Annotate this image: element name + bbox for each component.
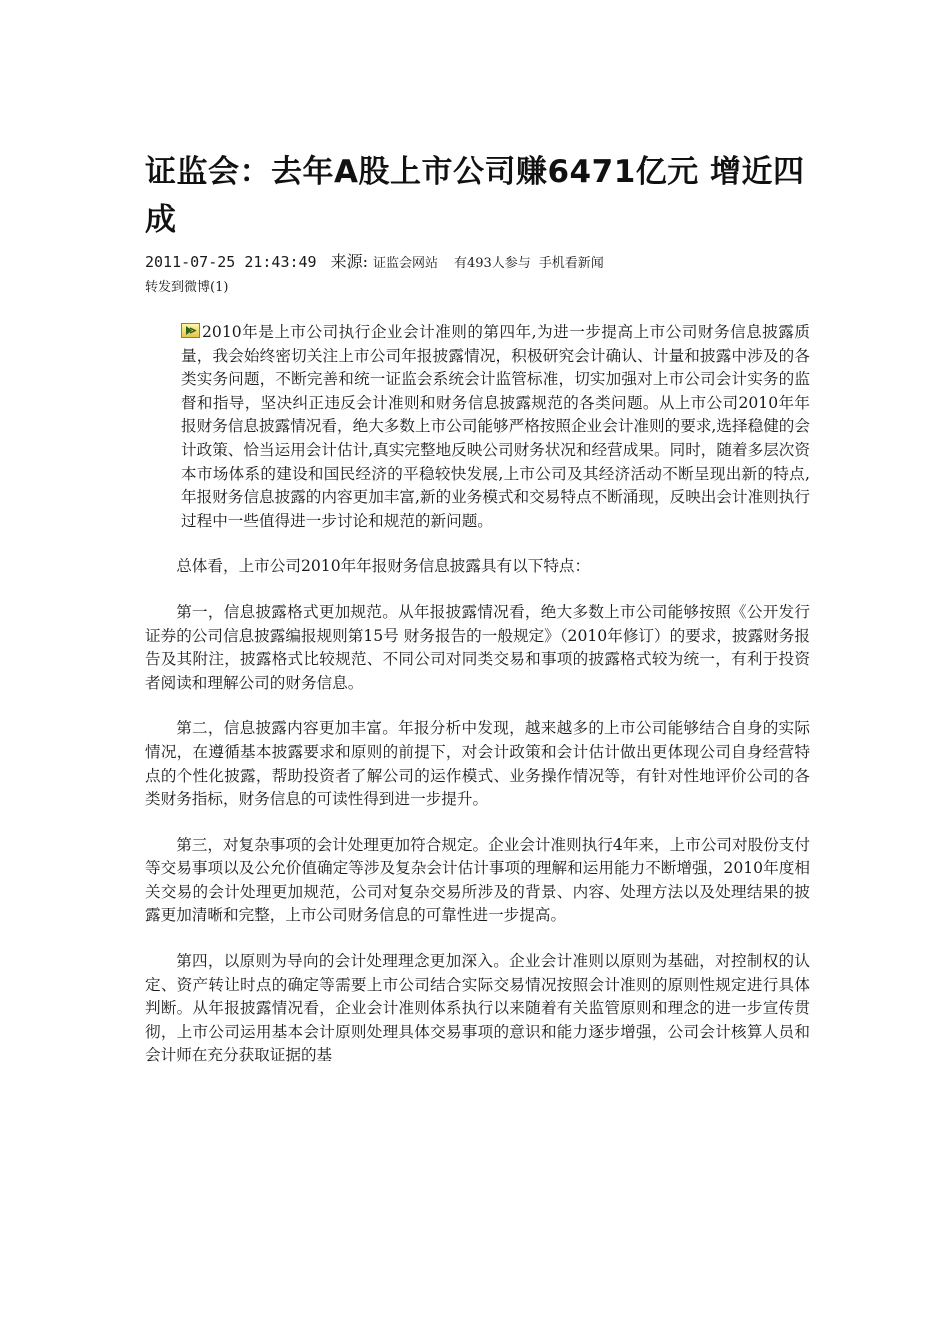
paragraph-1 <box>145 321 810 533</box>
paragraph-text: 2010年是上市公司执行企业会计准则的第四年,为进一步提高上市公司财务信息披露质量，我会始终密切关注上市公司年报披露情况，积极研究会计确认、计量和披露中涉及的各类实务问题，不断完善和统一证监会系统会计监管标准，切实加强对上市公司会计实务的监督和指导，坚决纠正违反会计准则和财务信息披露规范的各类问题。从上市公司2010年年报财务信息披露情况看，绝大多数上市公司能够严格按照企业会计准则的要求,选择稳健的会计政策、恰当运用会计估计,真实完整地反映公司财务状况和经营成果。同时，随着多层次资本市场体系的建设和国民经济的平稳较快发展,上市公司及其经济活动不断呈现出新的特点,年报财务信息披露的内容更加丰富,新的业务模式和交易特点不断涌现，反映出会计准则执行过程中一些值得进一步讨论和规范的新问题。 <box>181 323 810 530</box>
paragraph-3: 第一，信息披露格式更加规范。从年报披露情况看，绝大多数上市公司能够按照《公开发行证券的公司信息披露编报规则第15号 财务报告的一般规定》（2010年修订）的要求，披露财务报告及其附注，披露格式比较规范、不同公司对同类交易和事项的披露格式较为统一，有利于投资者阅读和理解公司的财务信息。 <box>145 602 810 692</box>
publish-timestamp: 2011-07-25 21:43:49 <box>145 253 317 271</box>
weibo-share-link[interactable]: 转发到微博(1) <box>145 280 229 295</box>
article-title: 证监会：去年A股上市公司赚6471亿元 增近四成 <box>145 154 805 238</box>
mobile-news-link[interactable]: 手机看新闻 <box>538 256 604 271</box>
article-meta <box>145 249 810 277</box>
arrow-icon <box>181 323 200 338</box>
paragraph-2: 总体看，上市公司2010年年报财务信息披露具有以下特点： <box>176 557 591 576</box>
paragraph-4: 第二，信息披露内容更加丰富。年报分析中发现，越来越多的上市公司能够结合自身的实际情况，在遵循基本披露要求和原则的前提下，对会计政策和会计估计做出更体现公司自身经营特点的个性化披露，帮助投资者了解公司的运作模式、业务操作情况等，有针对性地评价公司的各类财务指标，财务信息的可读性得到进一步提升。 <box>145 719 810 809</box>
paragraph-5: 第三，对复杂事项的会计处理更加符合规定。企业会计准则执行4年来，上市公司对股份支付等交易事项以及公允价值确定等涉及复杂会计估计事项的理解和运用能力不断增强，2010年度相关交易的会计处理更加规范，公司对复杂交易所涉及的背景、内容、处理方法以及处理结果的披露更加清晰和完整，上市公司财务信息的可靠性进一步提高。 <box>145 835 810 925</box>
article-body <box>145 321 810 1068</box>
source-name[interactable]: 证监会网站 <box>372 256 438 271</box>
paragraph-6: 第四，以原则为导向的会计处理理念更加深入。企业会计准则以原则为基础，对控制权的认定、资产转让时点的确定等需要上市公司结合实际交易情况按照会计准则的原则性规定进行具体判断。从年报披露情况看，企业会计准则体系执行以来随着有关监管原则和理念的进一步宣传贯彻，上市公司运用基本会计原则处理具体交易事项的意识和能力逐步增强，公司会计核算人员和会计师在充分获取证据的基 <box>145 952 810 1065</box>
participants-count[interactable]: 有493人参与 <box>453 256 531 271</box>
article <box>145 148 810 1090</box>
source-label: 来源: <box>330 252 368 271</box>
